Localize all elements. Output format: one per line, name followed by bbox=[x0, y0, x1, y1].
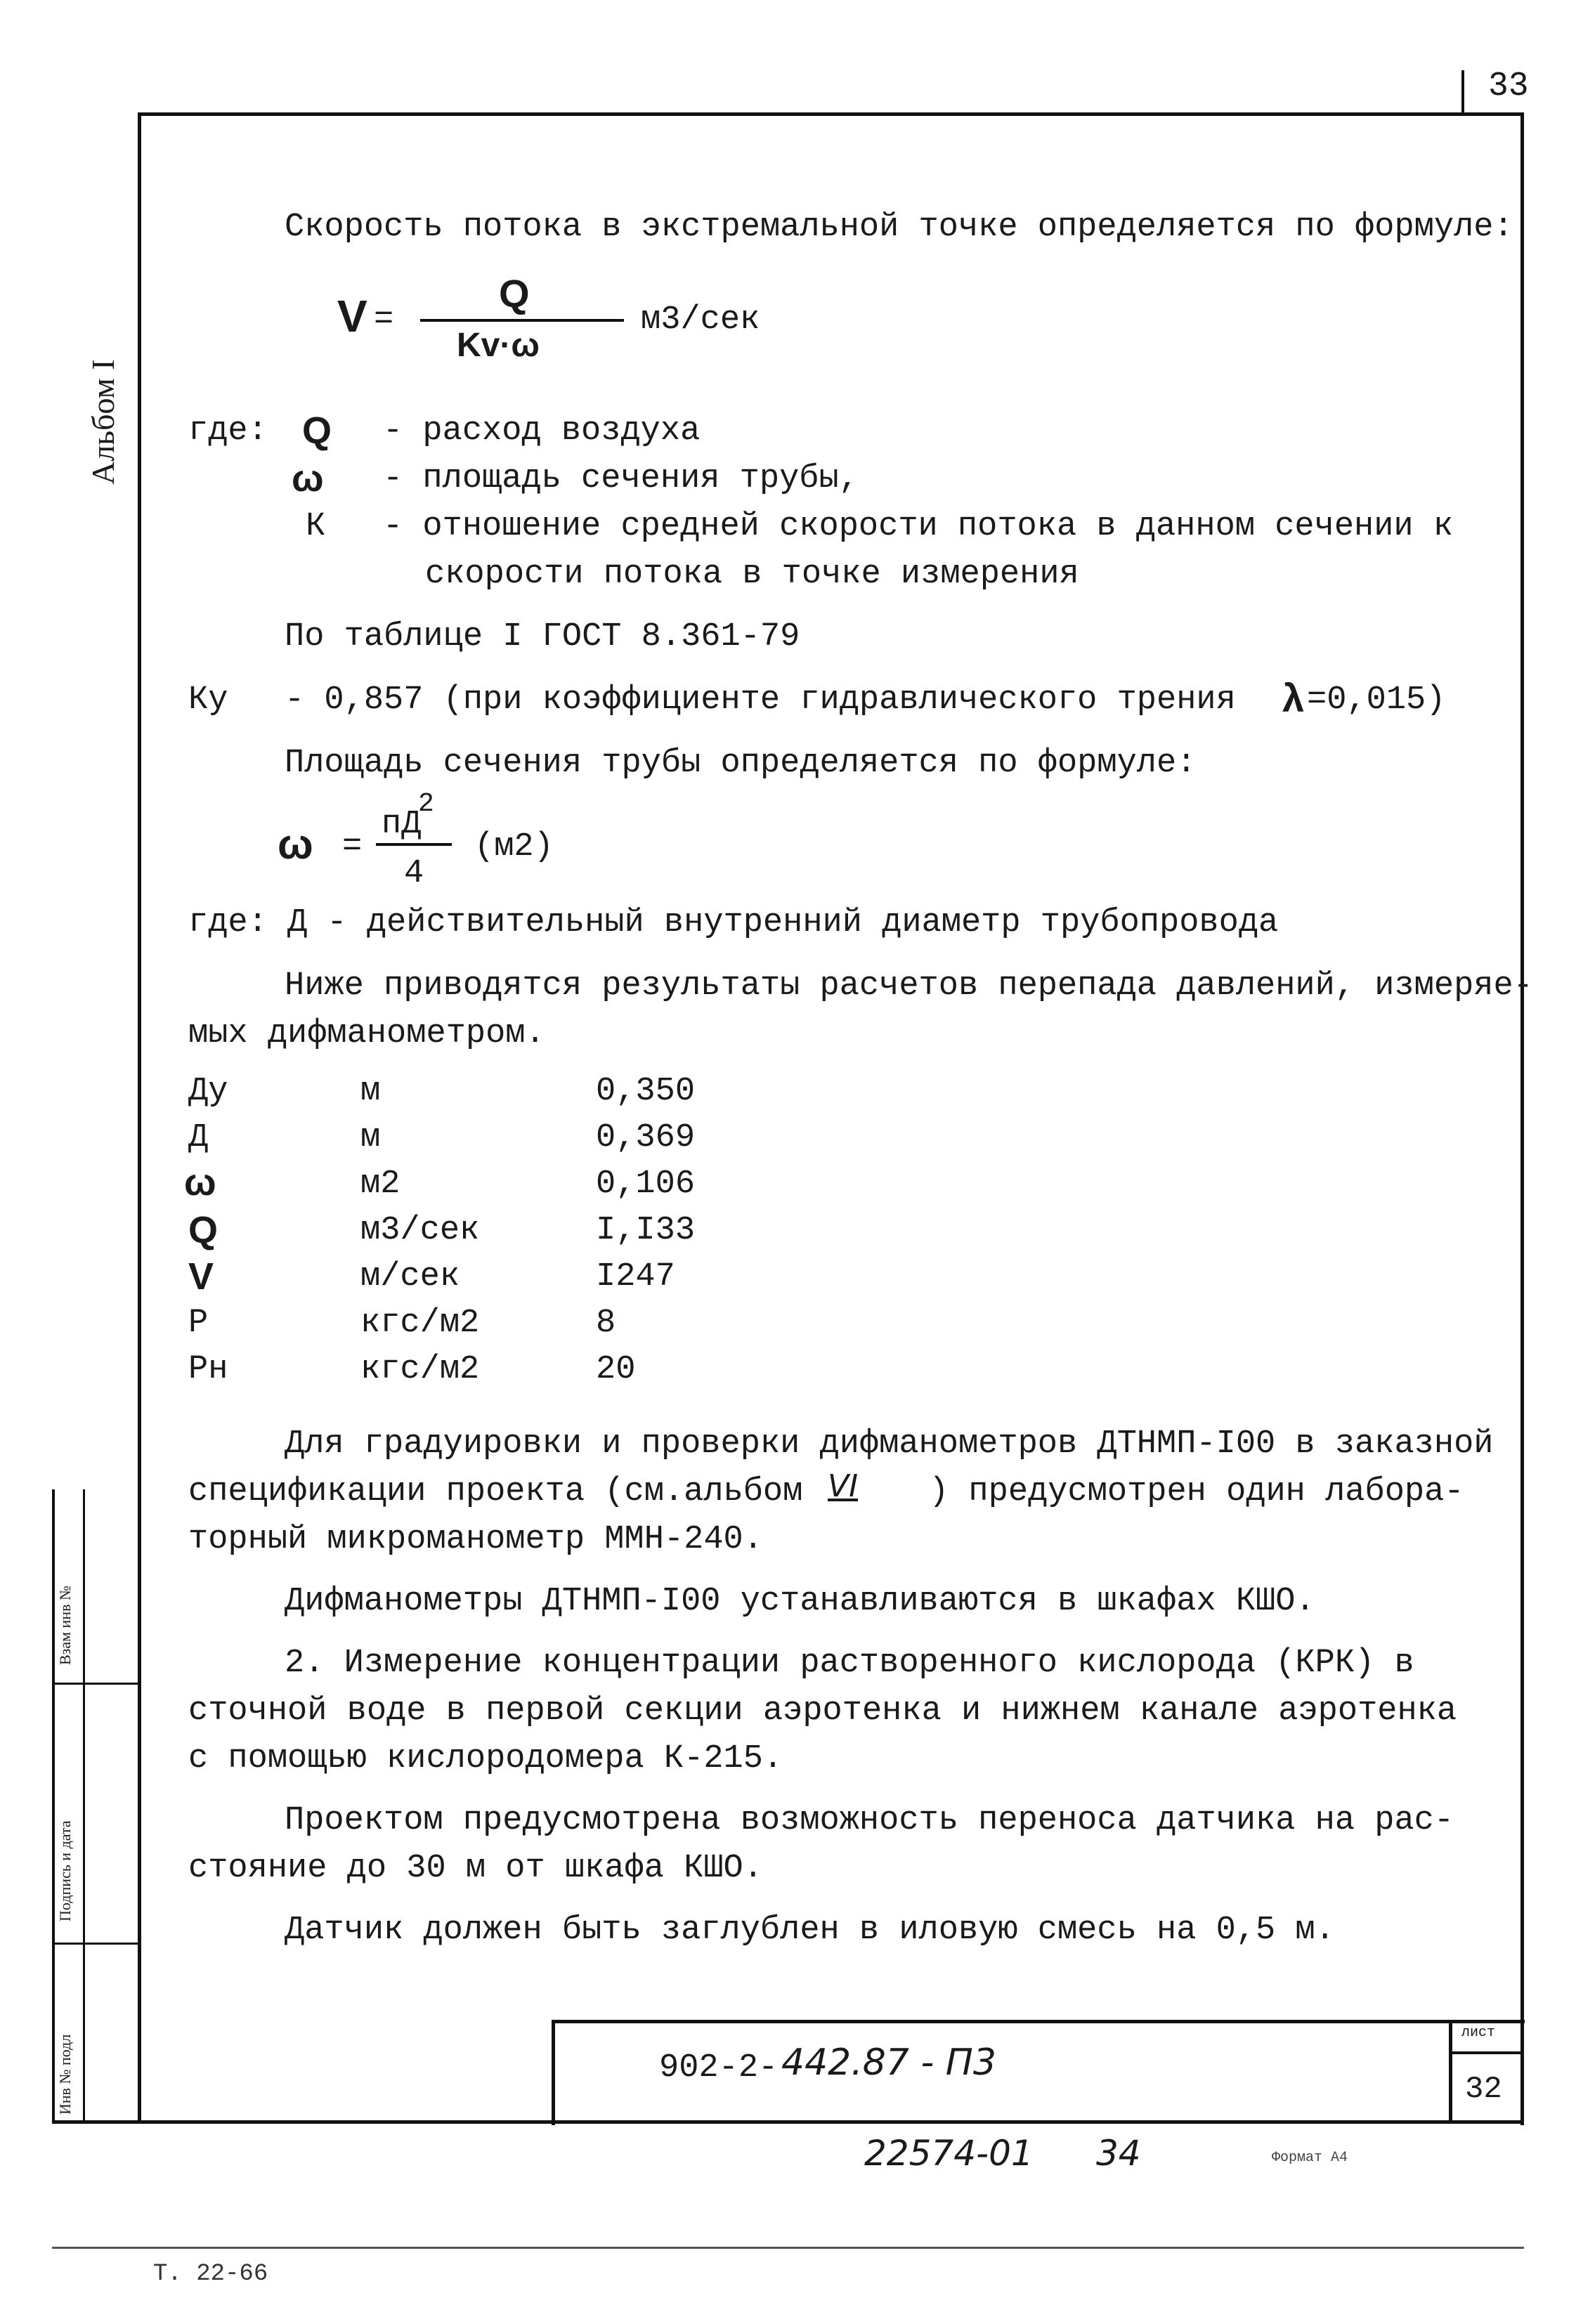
side-stamp-orig-inv: Инв № подл bbox=[56, 2034, 74, 2115]
inventory-number-handwritten: 22574-01 bbox=[864, 2133, 1034, 2174]
project-line-1: Проектом предусмотрена возможность переноса датчика на рас- bbox=[285, 1802, 1454, 1839]
table-row-value: 0,350 bbox=[596, 1073, 696, 1110]
formula-omega-eq: = bbox=[342, 828, 363, 866]
table-row-name: Рн bbox=[188, 1351, 228, 1388]
sensor-paragraph: Датчик должен быть заглублен в иловую смесь на 0,5 м. bbox=[285, 1912, 1335, 1949]
formula-v-unit: м3/сек bbox=[641, 301, 760, 339]
table-row-value: 0,369 bbox=[596, 1119, 696, 1156]
results-table bbox=[184, 1073, 821, 1412]
side-stamp-replace-inv: Взам инв № bbox=[56, 1586, 74, 1665]
side-stamp-separator bbox=[52, 1683, 138, 1685]
table-row-unit: м bbox=[360, 1119, 381, 1156]
fraction-bar bbox=[420, 319, 624, 322]
table-row-name: V bbox=[188, 1255, 214, 1298]
def-symbol-k: К bbox=[306, 508, 326, 545]
frame-right-border bbox=[1520, 112, 1524, 2125]
formula-omega-denominator: 4 bbox=[404, 855, 424, 892]
formula-v-numerator: Q bbox=[499, 271, 530, 315]
table-row-name: Q bbox=[188, 1209, 219, 1251]
item2-line-3: с помощью кислородомера К-215. bbox=[188, 1740, 783, 1777]
sheet-number-tick bbox=[1461, 70, 1464, 112]
project-line-2: стояние до 30 м от шкафа КШО. bbox=[188, 1850, 763, 1887]
sheet-number: 32 bbox=[1465, 2072, 1502, 2107]
formula-velocity bbox=[337, 267, 829, 372]
page-number: 33 bbox=[1488, 67, 1529, 105]
sheet-label: лист bbox=[1461, 2025, 1496, 2041]
results-intro-line-1: Ниже приводятся результаты расчетов перепада давлений, измеряе- bbox=[285, 967, 1533, 1005]
document-code-prefix: 902-2- bbox=[659, 2049, 779, 2087]
item2-line-1: 2. Измерение концентрации растворенного кислорода (КРК) в bbox=[285, 1645, 1414, 1682]
lambda-value: =0,015) bbox=[1307, 681, 1446, 719]
ky-text: - 0,857 (при коэффициенте гидравлического трения bbox=[285, 681, 1236, 719]
results-intro-line-2: мых дифманометром. bbox=[188, 1015, 545, 1052]
side-stamp-divider bbox=[83, 1489, 85, 2122]
formula-v-eq: = bbox=[374, 301, 394, 339]
calibration-line-2a: спецификации проекта (см.альбом bbox=[188, 1473, 803, 1510]
table-row-unit: кгс/м2 bbox=[360, 1305, 480, 1342]
calibration-line-3: торный микроманометр ММН-240. bbox=[188, 1521, 763, 1558]
table-row-name: Д bbox=[188, 1119, 209, 1156]
def-text-k: - отношение средней скорости потока в данном сечении к bbox=[383, 508, 1454, 545]
ky-label: Ку bbox=[188, 681, 228, 719]
formula-area bbox=[278, 787, 629, 899]
format-label: Формат А4 bbox=[1272, 2150, 1348, 2166]
formula-v-lhs: V bbox=[337, 291, 367, 341]
table-row-unit: м/сек bbox=[360, 1258, 460, 1295]
sheet-box-divider bbox=[1449, 2051, 1521, 2054]
formula-omega-exponent: 2 bbox=[418, 789, 434, 819]
table-row-value: 0,106 bbox=[596, 1166, 696, 1203]
fraction-bar bbox=[376, 843, 452, 846]
calibration-line-1: Для градуировки и проверки дифманометров ДТНМП-I00 в заказной bbox=[285, 1425, 1494, 1463]
table-row-name: Ду bbox=[188, 1073, 228, 1110]
formula-omega-numerator: пД bbox=[382, 806, 422, 843]
copy-number-handwritten: 34 bbox=[1096, 2133, 1141, 2174]
formula-omega-lhs: ω bbox=[278, 821, 313, 868]
album-label: Альбом I bbox=[85, 359, 121, 485]
table-row-unit: м3/сек bbox=[360, 1212, 480, 1249]
def-text-k-continuation: скорости потока в точке измерения bbox=[425, 556, 1079, 593]
document-code-handwritten: 442.87 - П3 bbox=[781, 2042, 996, 2084]
table-row-unit: кгс/м2 bbox=[360, 1351, 480, 1388]
def-text-q: - расход воздуха bbox=[383, 412, 701, 450]
table-row-value: I,I33 bbox=[596, 1212, 696, 1249]
def-text-omega: - площадь сечения трубы, bbox=[383, 460, 859, 497]
item2-line-2: сточной воде в первой секции аэротенка и нижнем канале аэротенка bbox=[188, 1692, 1457, 1730]
formula-v-denominator: Kv·ω bbox=[457, 327, 540, 364]
where-label: где: bbox=[188, 412, 268, 450]
intro-text: Скорость потока в экстремальной точке определяется по формуле: bbox=[285, 209, 1513, 246]
side-stamp-separator bbox=[52, 1943, 138, 1945]
table-row-value: 20 bbox=[596, 1351, 636, 1388]
formula-omega-unit: (м2) bbox=[474, 828, 554, 866]
album-reference: VI bbox=[828, 1468, 859, 1504]
side-stamp bbox=[52, 1489, 141, 2122]
area-intro: Площадь сечения трубы определяется по формуле: bbox=[285, 745, 1197, 782]
def-symbol-q: Q bbox=[302, 410, 332, 452]
table-row-unit: м2 bbox=[360, 1166, 400, 1203]
table-row-name: ω bbox=[184, 1161, 216, 1203]
table-row-unit: м bbox=[360, 1073, 381, 1110]
gost-line: По таблице I ГОСТ 8.361-79 bbox=[285, 618, 800, 655]
def-symbol-omega: ω bbox=[292, 457, 324, 500]
table-row-name: Р bbox=[188, 1305, 209, 1342]
table-row-value: 8 bbox=[596, 1305, 616, 1342]
table-row-value: I247 bbox=[596, 1258, 675, 1295]
calibration-line-2b: ) предусмотрен один лабора- bbox=[929, 1473, 1464, 1510]
print-code: Т. 22-66 bbox=[153, 2261, 268, 2287]
bottom-rule bbox=[52, 2247, 1524, 2249]
lambda-symbol: λ bbox=[1282, 676, 1305, 720]
diameter-definition: где: Д - действительный внутренний диаметр трубопровода bbox=[188, 904, 1279, 941]
frame-top-border bbox=[138, 112, 1523, 116]
side-stamp-signature-date: Подпись и дата bbox=[56, 1820, 74, 1921]
install-paragraph: Дифманометры ДТНМП-I00 устанавливаются в шкафах КШО. bbox=[285, 1583, 1315, 1620]
